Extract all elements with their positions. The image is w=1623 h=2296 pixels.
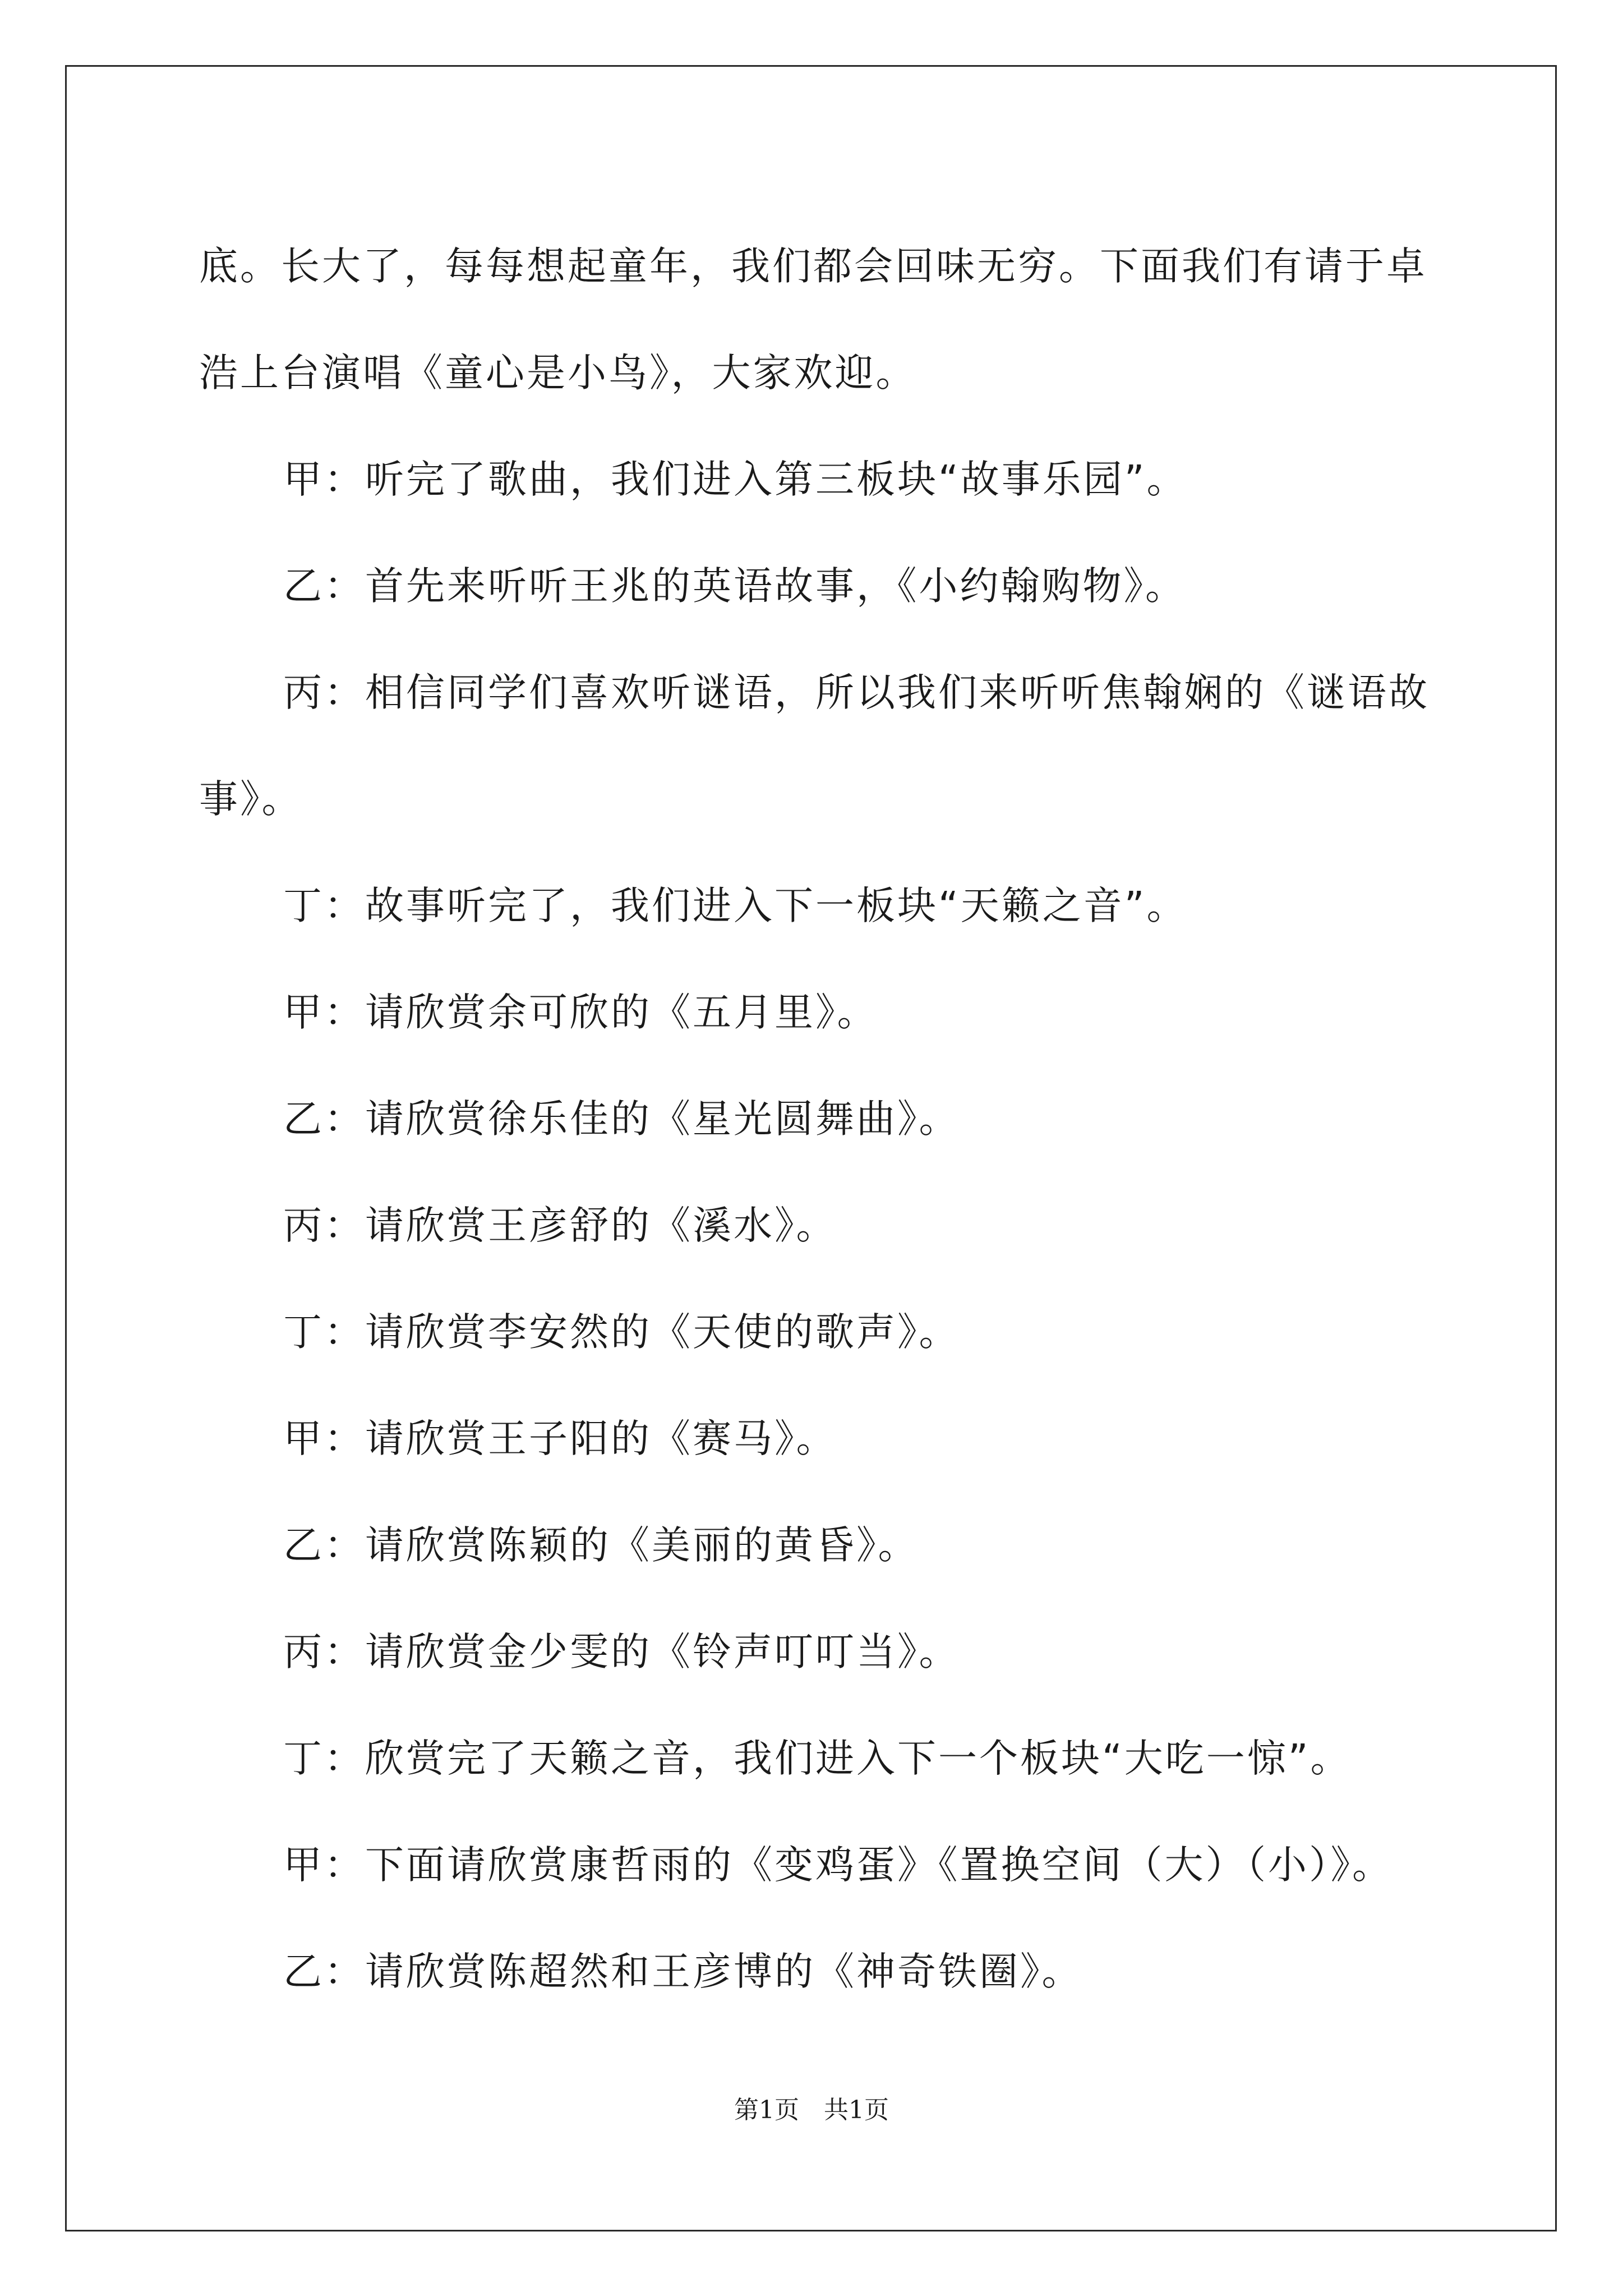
dialogue-line-bing [199,1172,1441,1279]
text-line: 甲：下面请欣赏康哲雨的《变鸡蛋》《置换空间（大）（小）》。 [283,1843,1393,1888]
text-line: 乙：请欣赏陈颖的《美丽的黄昏》。 [283,1523,919,1568]
dialogue-line-yi [199,1918,1441,2025]
text-line: 丁：欣赏完了天籁之音，我们进入下一个板块“大吃一惊”。 [283,1736,1352,1781]
dialogue-line-bing [199,1599,1441,1705]
text-line: 丙：请欣赏王彦舒的《溪水》。 [283,1203,837,1248]
text-line: 甲：请欣赏王子阳的《赛马》。 [283,1416,837,1461]
text-line: 浩上台演唱《童心是小鸟》，大家欢迎。 [199,351,917,395]
text-line: 乙：请欣赏徐乐佳的《星光圆舞曲》。 [283,1097,960,1142]
text-line: 丙：请欣赏金少雯的《铃声叮叮当》。 [283,1630,960,1674]
dialogue-line-yi [199,1492,1441,1599]
text-line: 乙：请欣赏陈超然和王彦博的《神奇铁圈》。 [283,1949,1083,1994]
dialogue-line-jia [199,426,1441,533]
text-line: 底。长大了，每每想起童年，我们都会回味无穷。下面我们有请于卓 [199,244,1427,289]
text-line: 甲：请欣赏余可欣的《五月里》。 [283,990,878,1035]
dialogue-line-ding [199,853,1441,959]
dialogue-line-jia [199,1386,1441,1492]
text-line: 丁：请欣赏李安然的《天使的歌声》。 [283,1310,960,1355]
dialogue-line-ding [199,1279,1441,1386]
dialogue-line-yi [199,533,1441,639]
page-number-label: 第1页 共1页 [734,2096,889,2124]
dialogue-line-bing [199,639,1441,746]
text-line: 丙：相信同学们喜欢听谜语，所以我们来听听焦翰娴的《谜语故 [283,670,1430,715]
text-line: 乙：首先来听听王兆的英语故事，《小约翰购物》。 [283,564,1186,609]
dialogue-line-jia [199,959,1441,1066]
text-line: 甲：听完了歌曲，我们进入第三板块“故事乐园”。 [283,457,1188,502]
paragraph-continuation [199,213,1441,426]
text-line: 事》。 [199,777,303,822]
dialogue-line-yi [199,1066,1441,1172]
text-line: 丁：故事听完了，我们进入下一板块“天籁之音”。 [283,884,1188,928]
dialogue-line-jia [199,1812,1441,1918]
document-body [199,213,1441,2025]
paragraph-continuation [199,746,1441,853]
dialogue-line-ding [199,1705,1441,1812]
page-footer [0,2093,1623,2127]
